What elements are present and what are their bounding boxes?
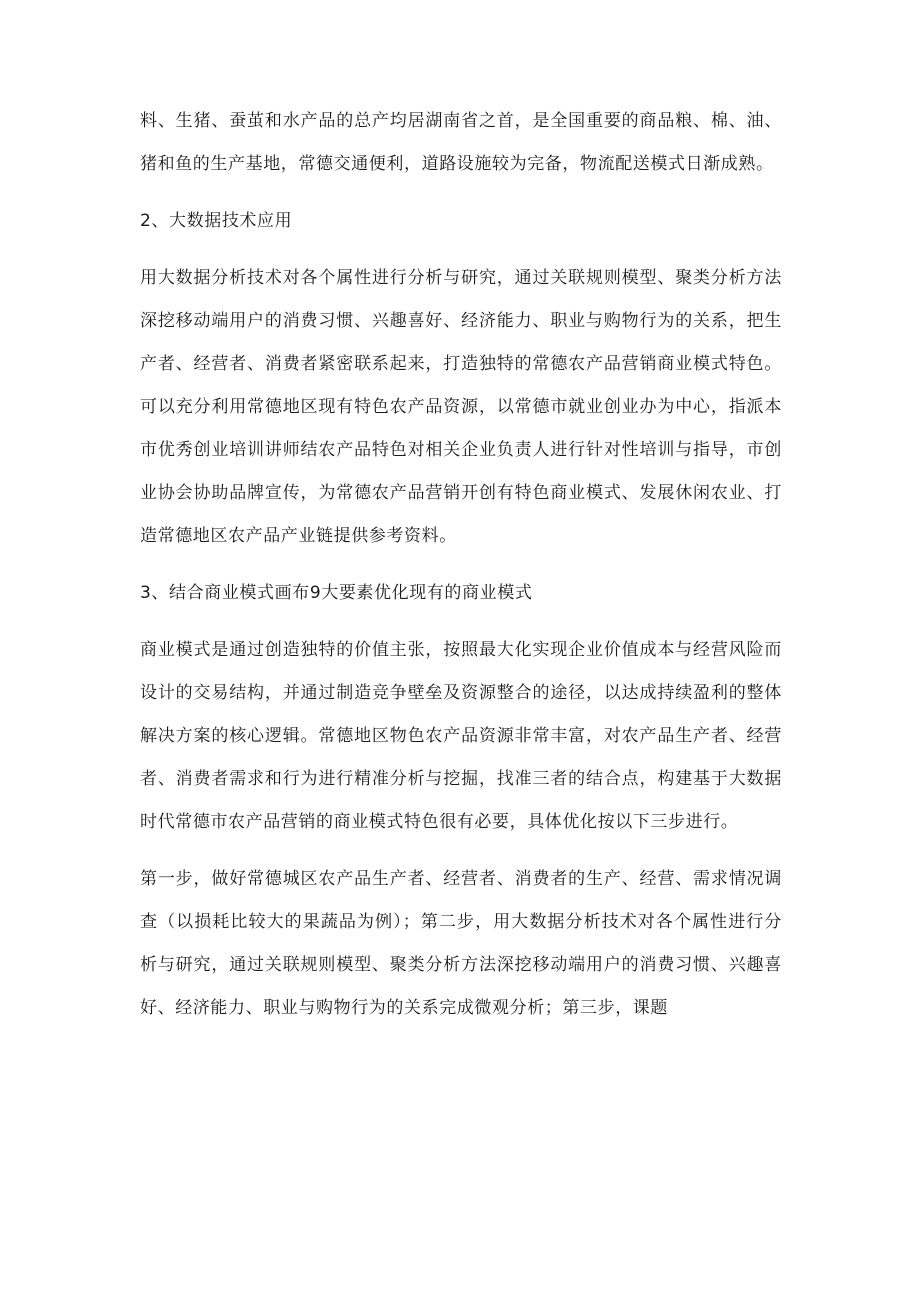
paragraph-business-model: 商业模式是通过创造独特的价值主张，按照最大化实现企业价值成本与经营风险而设计的交易结构，并通过制造竞争壁垒及资源整合的途径，以达成持续盈利的整体解决方案的核心逻辑。常德地区物色农产品资源非常丰富，对农产品生产者、经营者、消费者需求和行为进行精准分析与挖掘，找准三者的结合点，构建基于大数据时代常德市农产品营销的商业模式特色很有必要，具体优化按以下三步进行。: [140, 640, 782, 832]
paragraph-big-data: 用大数据分析技术对各个属性进行分析与研究，通过关联规则模型、聚类分析方法深挖移动端用户的消费习惯、兴趣喜好、经济能力、职业与购物行为的关系，把生产者、经营者、消费者紧密联系起来，打造独特的常德农产品营销商业模式特色。可以充分利用常德地区现有特色农产品资源，以常德市就业创业办为中心，指派本市优秀创业培训讲师结农产品特色对相关企业负责人进行针对性培训与指导，市创业协会协助品牌宣传，为常德农产品营销开创有特色商业模式、发展休闲农业、打造常德地区农产品产业链提供参考资料。: [140, 268, 782, 546]
section-heading-2: 2、大数据技术应用: [140, 211, 293, 231]
paragraph-steps: 第一步，做好常德城区农产品生产者、经营者、消费者的生产、经营、需求情况调查（以损耗比较大的果蔬品为例）；第二步，用大数据分析技术对各个属性进行分析与研究，通过关联规则模型、聚类分析方法深挖移动端用户的消费习惯、兴趣喜好、经济能力、职业与购物行为的关系完成微观分析；第三步，课题: [140, 869, 782, 1018]
document-body: [140, 100, 782, 1044]
paragraph-continuation: 料、生猪、蚕茧和水产品的总产均居湖南省之首，是全国重要的商品粮、棉、油、猪和鱼的生产基地，常德交通便利，道路设施较为完备，物流配送模式日渐成熟。: [140, 111, 782, 174]
section-heading-3: 3、结合商业模式画布9大要素优化现有的商业模式: [140, 583, 533, 603]
